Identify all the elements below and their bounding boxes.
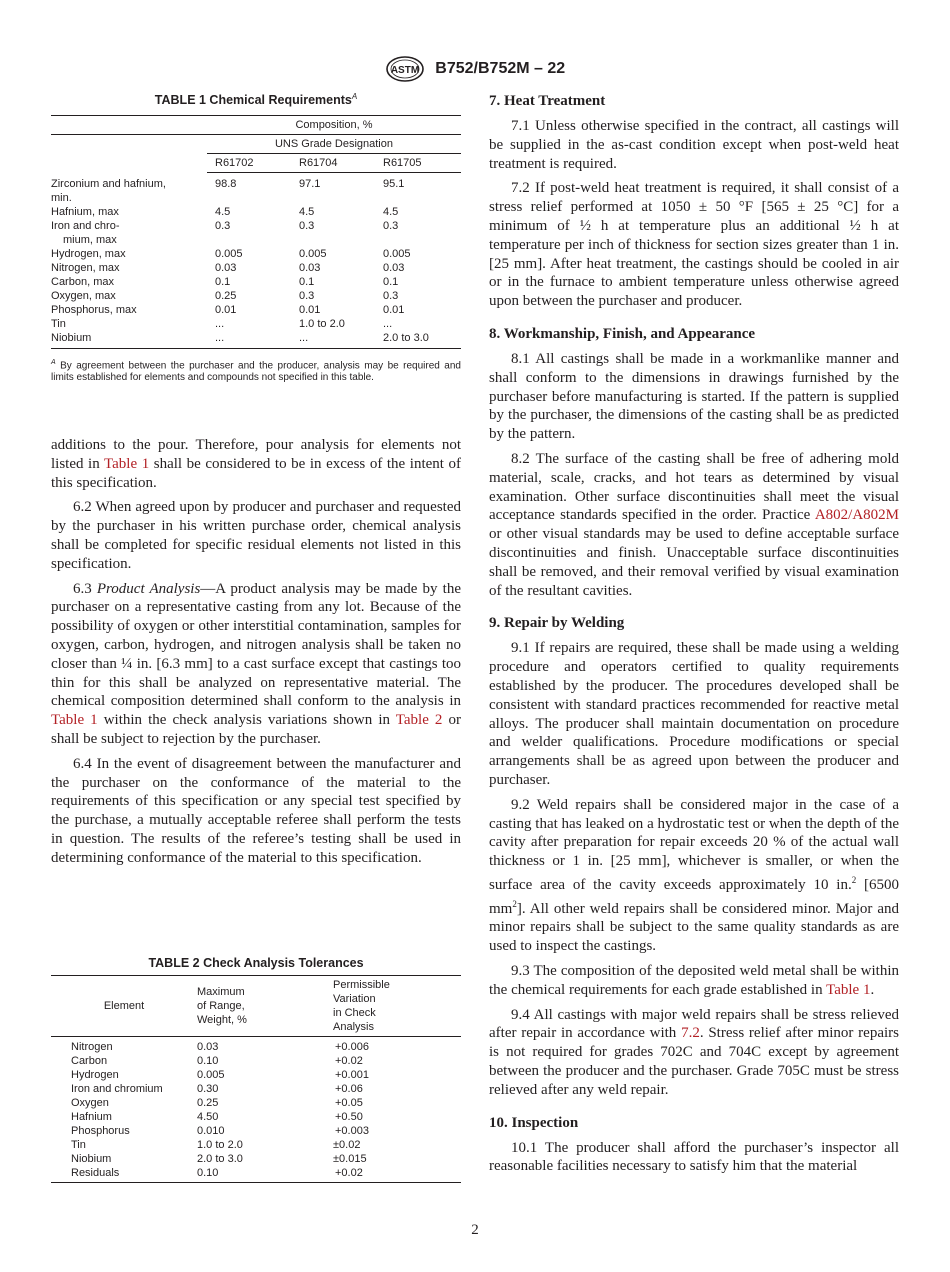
value-cell: ... [299,331,309,344]
section-7-heading: 7. Heat Treatment [489,93,606,109]
value-cell: 0.3 [299,219,315,232]
value-cell: 0.1 [215,275,231,288]
value-cell: 98.8 [215,178,237,191]
variation-cell: +0.003 [335,1125,369,1137]
element-cell: Residuals [71,1167,120,1179]
variation-cell: ±0.02 [333,1139,361,1151]
element-cell: Oxygen [71,1097,109,1109]
table2-title: TABLE 2 Check Analysis Tolerances [148,956,364,970]
value-cell: 4.5 [383,205,399,218]
element-cell: Niobium [71,1153,112,1165]
value-cell: 4.5 [215,205,231,218]
element-cell: Niobium [51,331,92,344]
table-row [51,289,461,303]
value-cell: 0.1 [299,275,315,288]
value-cell: ... [215,331,225,344]
range-cell: 0.30 [197,1083,219,1095]
value-cell: 0.005 [299,247,327,260]
table-row [51,303,461,317]
value-cell: 0.3 [215,219,231,232]
value-cell: 2.0 to 3.0 [383,331,429,344]
element-cell: Hydrogen [71,1069,119,1081]
value-cell: 0.3 [383,289,399,302]
table1-body [51,173,461,349]
table1-link[interactable]: Table 1 [104,455,150,472]
range-cell: 0.010 [197,1125,225,1137]
grade-header: R61704 [291,154,375,173]
value-cell: 0.03 [383,261,405,274]
value-cell: ... [215,317,225,330]
paragraph-9-2: 9.2 Weld repairs shall be considered major in the case of a casting that has leaked on a hydrostatic test or when the depth of the cavity after preparation for repair exceeds 20 % of the actual wall thickness or 1 in. [25 mm], whichever is smaller, or when the surface area of the cavity exceeds approximately 10 in.$^2$ [6500 $mm^2$]. All other weld repairs shall be considered minor. Major and minor repairs shall be subject to the same quality standards as are used to inspect the castings. [489,796,900,955]
table-row [51,247,461,261]
table-row [51,1068,461,1082]
range-cell: 0.10 [197,1167,219,1179]
document-designation: B752/B752M – 22 [435,60,566,77]
range-cell: 0.25 [197,1097,219,1109]
value-cell: 0.01 [383,303,405,316]
table2-body [51,1037,461,1183]
paragraph-7-2: 7.2 If post-weld heat treatment is required, it shall consist of a stress relief performed at 1050 ± 50 °F [565 ± 25 °C] for a minimum of ½ h at temperature plus an additional ½ h at temperature per inch of thickness for section sizes greater than 1 in. [25 mm]. After heat treatment, the castings should be cooled in air or in the furnace to ambient temperature unless otherwise agreed upon between the purchaser and producer. [489,180,899,310]
value-cell: 95.1 [383,178,405,191]
value-cell: 0.1 [383,275,399,288]
table2-block [51,956,461,1183]
table-row [51,1082,461,1096]
table-row [51,173,461,205]
range-cell: 4.50 [197,1111,219,1123]
element-cell: Phosphorus [71,1125,130,1137]
value-cell: 0.005 [215,247,243,260]
paragraph-7-1: 7.1 Unless otherwise specified in the contract, all castings will be supplied in the as-cast condition except when post-weld heat treatment is required. [489,118,899,172]
variation-cell: +0.001 [335,1069,369,1081]
element-cell: Carbon [71,1055,108,1067]
value-cell: 0.03 [299,261,321,274]
element-cell: Carbon, max [51,275,114,288]
paragraph-continuation: additions to the pour. Therefore, pour analysis for elements not listed in Table 1 shall be considered to be in excess of the intent of this specification. [51,436,461,491]
table-row [51,1166,461,1183]
paragraph-6-4: 6.4 In the event of disagreement between the manufacturer and the purchaser on the conformance of the material to the requirements of this specification or any special test specified by the purchase, a mutually acceptable referee shall perform the tests in question. The results of the referee’s testing shall be used in determining conformance of the material to this specification. [51,755,461,866]
col-element: Element [103,1000,145,1012]
variation-cell: ±0.015 [333,1153,367,1165]
paragraph-9-3: 9.3 The composition of the deposited weld metal shall be within the chemical requirements for each grade established in Table 1. [489,963,899,998]
element-cell: Tin [51,317,66,330]
paragraph-8-1: 8.1 All castings shall be made in a workmanlike manner and shall conform to the dimensions in drawings furnished by the purchaser before manufacturing is started. If the pattern is supplied by the purchaser, the dimensions of the casting shall be as predicted by the pattern. [489,350,899,443]
variation-cell: +0.06 [335,1083,363,1095]
paragraph-6-3: 6.3 Product Analysis—A product analysis may be made by the purchaser on a representative casting from any lot. Because of the possibility of oxygen or other interstitial contamination, samples for oxygen, carbon, hydrogen, and nitrogen analysis shall be taken no closer than ¼ in. [6.3 mm] to a cast surface except that castings too thin for this shall be analyzed on representative material. The chemical composition determined shall conform to the analysis in Table 1 within the check analysis variations shown in Table 2 or shall be subject to rejection by the purchaser. [51,580,461,747]
paragraph-9-4: 9.4 All castings with major weld repairs shall be stress relieved after repair in accordance with 7.2. Stress relief after minor repairs is not required for grades 702C and 704C except by agreement between the producer and the purchaser. Grade 705C must be stress relieved after any weld repair. [489,1006,899,1098]
col-permissible-variation: Permissible Variation in Check Analysis [333,979,390,1033]
table-row [51,317,461,331]
grade-header: R61702 [207,154,291,173]
table-row [51,1037,461,1055]
value-cell: 0.03 [215,261,237,274]
value-cell: 97.1 [299,178,321,191]
paragraph-9-1: 9.1 If repairs are required, these shall be made using a welding procedure and operators certified to quality requirements established by the producer. The procedures developed shall be consistent with standard practices recommended for reactive metal alloys. The producer shall maintain documentation on procedure and welder qualifications. Procedure modifications or special arrangements shall be as agreed upon between the producer and purchaser. [489,640,899,788]
section-10-heading: 10. Inspection [489,1114,579,1131]
paragraph-10-1: 10.1 The producer shall afford the purchaser’s inspector all reasonable facilities necessary to satisfy him that the material [489,1139,899,1175]
grades-row [51,154,461,173]
element-cell: Oxygen, max [51,289,116,302]
table-row [51,1110,461,1124]
value-cell: ... [383,317,393,330]
element-cell: Iron and chro- mium, max [51,219,120,246]
value-cell: 0.005 [383,247,411,260]
uns-header: UNS Grade Designation [207,135,461,154]
element-cell: Hafnium, max [51,205,119,218]
composition-header: Composition, % [207,116,461,135]
table-row [51,205,461,219]
section-9-heading: 9. Repair by Welding [489,615,625,632]
range-cell: 2.0 to 3.0 [197,1153,243,1165]
element-cell: Nitrogen, max [51,261,120,274]
value-cell: 4.5 [299,205,315,218]
element-cell: Hafnium [71,1111,112,1123]
value-cell: 0.3 [383,219,399,232]
range-cell: 0.005 [197,1069,225,1081]
variation-cell: +0.02 [335,1167,363,1179]
paragraph-6-2: 6.2 When agreed upon by producer and purchaser and requested by the purchaser in his written purchase order, chemical analysis shall be completed for specific residual elements not listed in this specification. [51,499,461,572]
svg-text:ASTM: ASTM [390,65,420,76]
a802-link[interactable]: A802/A802M [814,507,899,524]
table-row [51,1124,461,1138]
table-row [51,1054,461,1068]
table-row [51,1138,461,1152]
value-cell: 0.25 [215,289,237,302]
table-row [51,261,461,275]
section-8-heading: 8. Workmanship, Finish, and Appearance [489,325,756,342]
value-cell: 0.3 [299,289,315,302]
page-number: 2 [471,1222,479,1238]
range-cell: 0.03 [197,1041,219,1053]
element-cell: Nitrogen [71,1041,113,1053]
left-column [51,92,461,868]
value-cell: 0.01 [299,303,321,316]
table-row [51,1152,461,1166]
page-header [0,56,950,82]
variation-cell: +0.006 [335,1041,369,1053]
variation-cell: +0.02 [335,1055,363,1067]
table2-check-analysis [51,975,461,1183]
grade-header: R61705 [375,154,461,173]
table1-footnote: $^A$ By agreement between the purchaser and the producer, analysis may be required and limits established for elements and compounds not specified in this table. [51,358,461,383]
range-cell: 0.10 [197,1055,219,1067]
table-row [51,219,461,247]
table2-link[interactable]: Table 2 [395,712,443,729]
table-row [51,275,461,289]
astm-logo-icon [385,56,425,82]
element-cell: Phosphorus, max [51,303,137,316]
variation-cell: +0.50 [335,1111,363,1123]
table-row [51,1096,461,1110]
table1-chemical-requirements [51,115,461,349]
range-cell: 1.0 to 2.0 [197,1139,243,1151]
right-column [489,92,899,1176]
table1-link[interactable]: Table 1 [826,981,871,998]
value-cell: 1.0 to 2.0 [299,317,345,330]
table-row [51,331,461,349]
variation-cell: +0.05 [335,1097,363,1109]
table1-title: TABLE 1 Chemical Requirements$^A$ [154,92,358,108]
element-cell: Zirconium and hafnium, min. [51,177,166,204]
table1-link[interactable]: Table 1 [51,712,98,729]
element-cell: Hydrogen, max [51,247,126,260]
paragraph-8-2: 8.2 The surface of the casting shall be free of adhering mold material, scale, cracks, and hot tears as determined by visual examination. Other surface discontinuities shall meet the visual acceptance standards specified in the order. Practice A802/A802M or other visual standards may be used to define acceptable surface discontinuities and finish. Unacceptable surface discontinuities shall be removed, and their removal verified by visual examination of the resultant cavities. [489,450,899,599]
element-cell: Tin [71,1139,86,1151]
section-7-2-link[interactable]: 7.2 [681,1025,700,1042]
col-maximum-range: Maximum of Range, Weight, % [197,986,247,1026]
element-cell: Iron and chromium [71,1083,163,1095]
value-cell: 0.01 [215,303,237,316]
